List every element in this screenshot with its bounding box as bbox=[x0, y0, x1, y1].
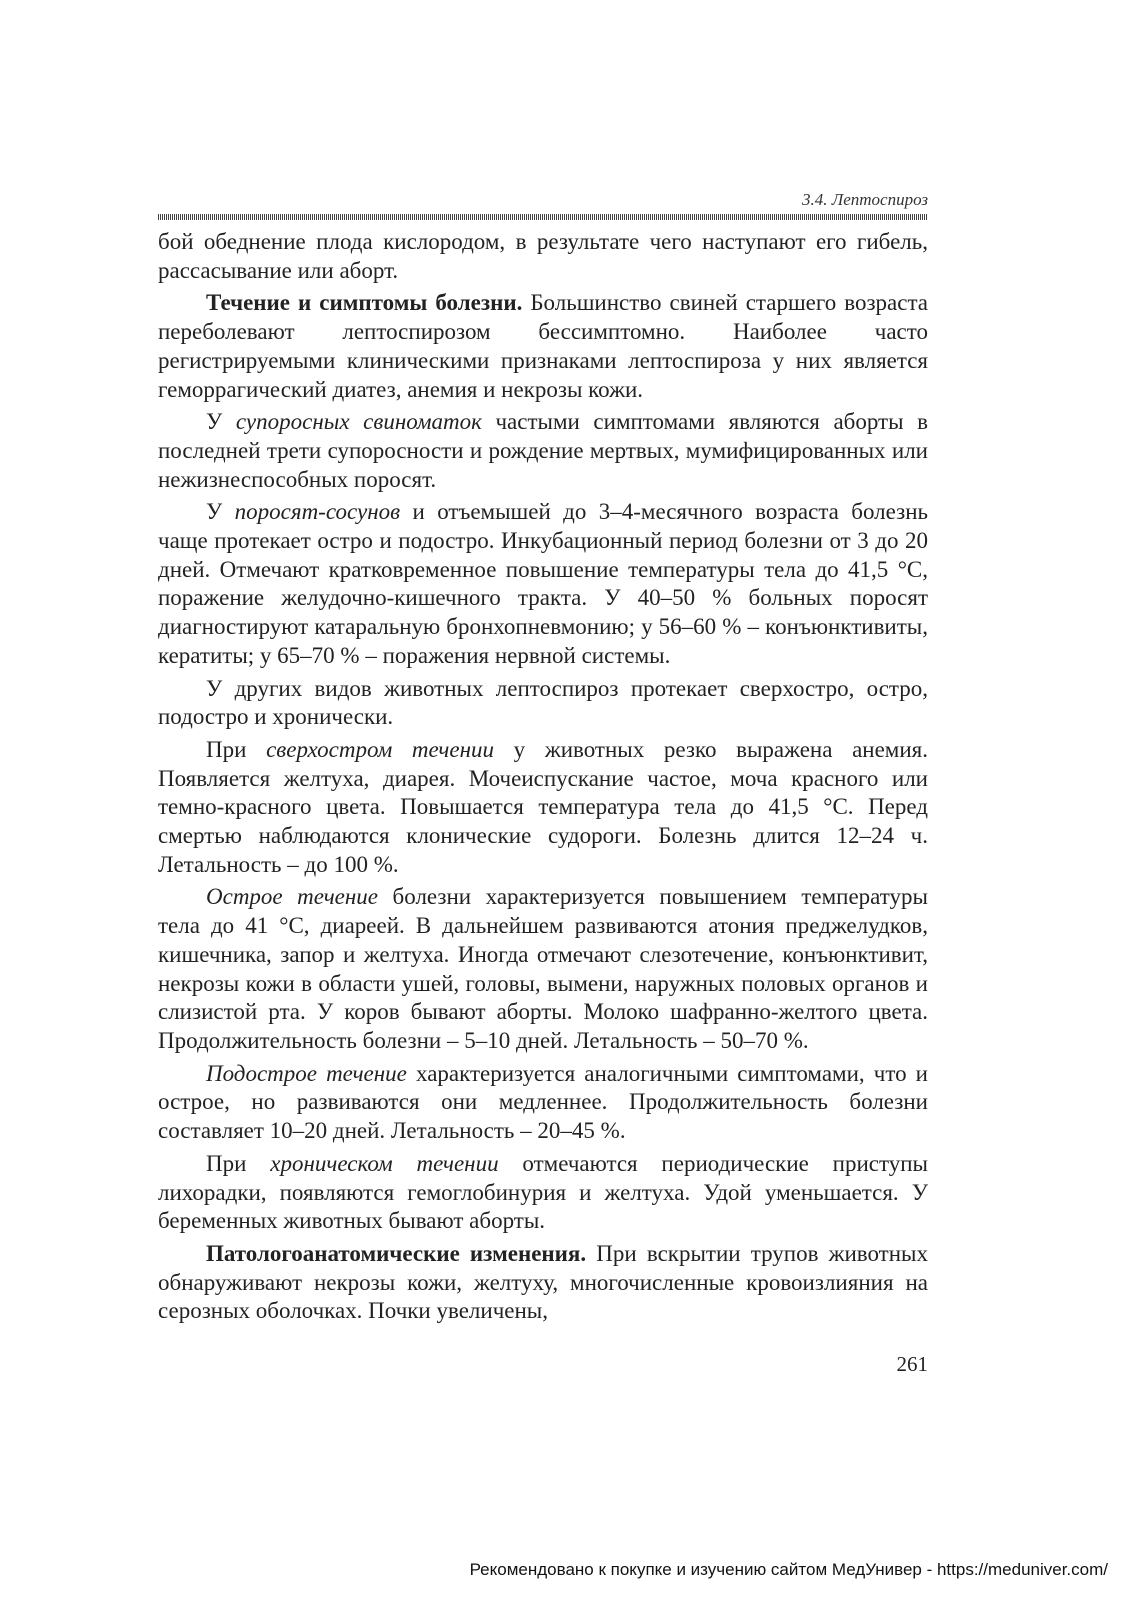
paragraph-text: у животных резко выражена анемия. Появляется желтуха, диарея. Мочеиспускание частое, моча красного или темно-красного цвета. Повышается температура тела до 41,5 °С. Перед смертью наблюдаются клонические судороги. Болезнь длится 12–24 ч. Летальность – до 100 %. bbox=[158, 736, 929, 877]
paragraph-text: У других видов животных лептоспироз протекает сверхостро, остро, подостро и хронически. bbox=[158, 675, 928, 730]
footer-note: Рекомендовано к покупке и изучению сайтом МедУнивер - https://meduniver.com/ bbox=[469, 1560, 1108, 1579]
emphasis-term: Подострое течение bbox=[206, 1060, 407, 1086]
paragraph-text: бой обеднение плода кислородом, в результате чего наступают его гибель, рассасывание или аборт. bbox=[158, 229, 928, 283]
paragraph-text: болезни характеризуется повышением температуры тела до 41 °С, диареей. В дальнейшем развиваются атония преджелудков, кишечника, запор и желтуха. Иногда отмечают слезотечение, конъюнктивит, некрозы кожи в области ушей, головы, вымени, наружных половых органов и слизистой рта. У коров бывают аборты. Молоко шафранно-желтого цвета. Продолжительность болезни – 5–10 дней. Летальность – 50–70 %. bbox=[158, 884, 928, 1053]
paragraph-prefix: При bbox=[206, 736, 267, 762]
paragraph-8 bbox=[158, 1060, 928, 1146]
paragraph-9 bbox=[158, 1150, 928, 1236]
paragraph-2 bbox=[158, 289, 928, 404]
emphasis-term: сверхостром течении bbox=[266, 736, 495, 762]
running-title: 3.4. Лептоспироз bbox=[801, 190, 928, 209]
paragraph-1 bbox=[158, 228, 928, 285]
page-number: 261 bbox=[896, 1352, 928, 1376]
paragraph-5 bbox=[158, 675, 928, 732]
emphasis-term: супоросных свиноматок bbox=[235, 409, 482, 435]
paragraph-text: частыми симптомами являются аборты в последней трети супоросности и рождение мертвых, мумифицированных или нежизнеспособных поросят. bbox=[158, 409, 928, 492]
paragraph-text: При вскрытии трупов животных обнаруживают некрозы кожи, желтуху, многочисленные кровоизлияния на серозных оболочках. Почки увеличены, bbox=[158, 1240, 928, 1324]
paragraph-6 bbox=[158, 736, 928, 880]
paragraph-3 bbox=[158, 408, 928, 494]
section-heading: Патологоанатомические изменения. bbox=[206, 1240, 587, 1266]
emphasis-term: Острое течение bbox=[206, 884, 378, 910]
section-heading: Течение и симптомы болезни. bbox=[206, 290, 523, 316]
paragraph-text: Большинство свиней старшего возраста переболевают лептоспирозом бессимптомно. Наиболее часто регистрируемыми клиническими признаками лептоспироза у них является геморрагический диатез, анемия и некрозы кожи. bbox=[158, 290, 928, 402]
paragraph-prefix: У bbox=[206, 409, 236, 435]
paragraph-7 bbox=[158, 883, 928, 1055]
paragraph-4 bbox=[158, 498, 928, 670]
paragraph-text: и отъемышей до 3–4-месячного возраста болезнь чаще протекает остро и подостро. Инкубационный период болезни от 3 до 20 дней. Отмечают кратковременное повышение температуры тела до 41,5 °С, поражение желудочно-кишечного тракта. У 40–50 % больных поросят диагностируют катаральную бронхопневмонию; у 56–60 % – конъюнктивиты, кератиты; у 65–70 % – поражения нервной системы. bbox=[158, 499, 928, 668]
body-text bbox=[158, 228, 928, 1330]
emphasis-term: поросят-сосунов bbox=[234, 499, 401, 525]
header-rule bbox=[158, 214, 928, 220]
paragraph-text: отмечаются периодические приступы лихорадки, появляются гемоглобинурия и желтуха. Удой уменьшается. У беременных животных бывают аборты. bbox=[158, 1150, 929, 1234]
paragraph-text: характеризуется аналогичными симптомами, что и острое, но развиваются они медленнее. Продолжительность болезни составляет 10–20 дней. Летальность – 20–45 %. bbox=[158, 1060, 928, 1144]
paragraph-prefix: При bbox=[206, 1150, 271, 1176]
emphasis-term: хроническом течении bbox=[270, 1150, 499, 1176]
paragraph-prefix: У bbox=[206, 499, 235, 525]
paragraph-10 bbox=[158, 1240, 928, 1326]
